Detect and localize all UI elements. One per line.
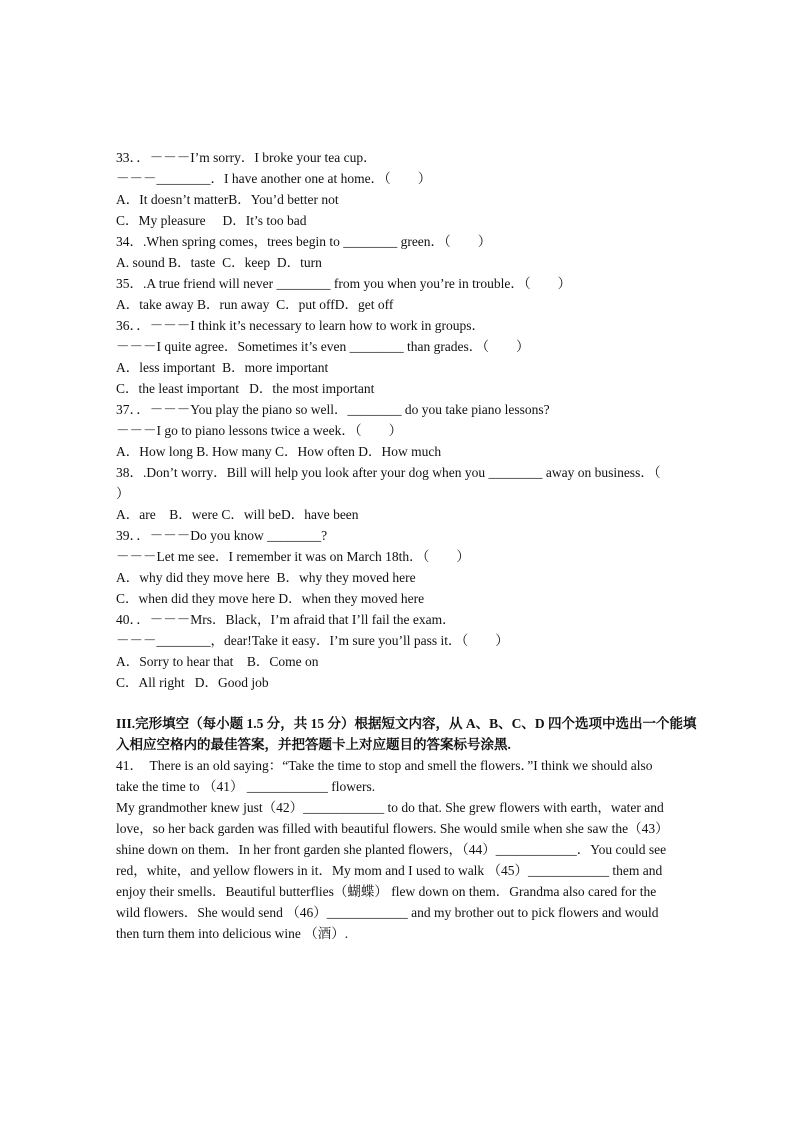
q40-reply: －－－________，dear!Take it easy．I’m sure you’ll pass it．（ ） xyxy=(116,633,509,648)
passage-line: My grandmother knew just（42）____________ to do that. She grew flowers with earth，water and xyxy=(116,800,664,815)
q39-stem: 39．．－－－Do you know ________? xyxy=(116,528,328,543)
q35-stem: 35．.A true friend will never ________ from you when you’re in trouble．（ ） xyxy=(116,276,572,291)
passage-line: love，so her back garden was filled with beautiful flowers. She would smile when she saw the（43） xyxy=(116,821,669,836)
q36-options-cd: C．the least important D．the most important xyxy=(116,381,375,396)
q37-stem: 37．．－－－You play the piano so well．________ do you take piano lessons? xyxy=(116,402,550,417)
q36-options-ab: A．less important B．more important xyxy=(116,360,329,375)
passage-line: wild flowers．She would send （46）____________ and my brother out to pick flowers and would xyxy=(116,905,659,920)
passage-line: enjoy their smells．Beautiful butterflies（蝴蝶） flew down on them．Grandma also cared for the xyxy=(116,884,657,899)
q39-options-cd: C．when did they move here D．when they moved here xyxy=(116,591,425,606)
passage-line: then turn them into delicious wine （酒）. xyxy=(116,926,349,941)
q36-reply: －－－I quite agree．Sometimes it’s even ________ than grades．（ ） xyxy=(116,339,530,354)
q40-stem: 40．．－－－Mrs．Black，I’m afraid that I’ll fail the exam． xyxy=(116,612,456,627)
q40-options-cd: C．All right D．Good job xyxy=(116,675,269,690)
passage-line: take the time to （41） ____________ flowers. xyxy=(116,779,376,794)
q35-options: A．take away B．run away C．put offD．get off xyxy=(116,297,394,312)
q38-stem-cont: ） xyxy=(116,486,130,501)
q40-options-ab: A．Sorry to hear that B．Come on xyxy=(116,654,319,669)
q33-options-ab: A．It doesn’t matterB．You’d better not xyxy=(116,192,339,207)
q34-stem: 34．.When spring comes，trees begin to ________ green．（ ） xyxy=(116,234,492,249)
q37-options: A．How long B. How many C．How often D．How much xyxy=(116,444,442,459)
passage-line: 41． There is an old saying：“Take the time to stop and smell the flowers．”I think we should also xyxy=(116,758,653,773)
passage-line: shine down on them．In her front garden she planted flowers，（44）____________．You could see xyxy=(116,842,667,857)
q37-reply: －－－I go to piano lessons twice a week．（ ） xyxy=(116,423,403,438)
section3-heading-line2: 入相应空格内的最佳答案，并把答题卡上对应题目的答案标号涂黑. xyxy=(116,737,511,752)
q33-stem: 33．．－－－I’m sorry．I broke your tea cup． xyxy=(116,150,377,165)
q38-options: A．are B．were C．will beD．have been xyxy=(116,507,359,522)
q39-reply: －－－Let me see．I remember it was on March 18th．（ ） xyxy=(116,549,470,564)
q36-stem: 36．．－－－I think it’s necessary to learn how to work in groups． xyxy=(116,318,485,333)
section3-heading-line1: III.完形填空（每小题 1.5 分，共 15 分）根据短文内容，从 A、B、C、D 四个选项中选出一个能填 xyxy=(116,716,697,731)
q39-options-ab: A．why did they move here B．why they moved here xyxy=(116,570,416,585)
q33-options-cd: C．My pleasure D．It’s too bad xyxy=(116,213,307,228)
q33-reply: －－－________．I have another one at home．（ ） xyxy=(116,171,432,186)
q34-options: A. sound B．taste C．keep D．turn xyxy=(116,255,322,270)
q38-stem: 38．.Don’t worry．Bill will help you look after your dog when you ________ away on business．（ xyxy=(116,465,661,480)
passage-line: red，white，and yellow flowers in it．My mom and I used to walk （45）____________ them and xyxy=(116,863,663,878)
